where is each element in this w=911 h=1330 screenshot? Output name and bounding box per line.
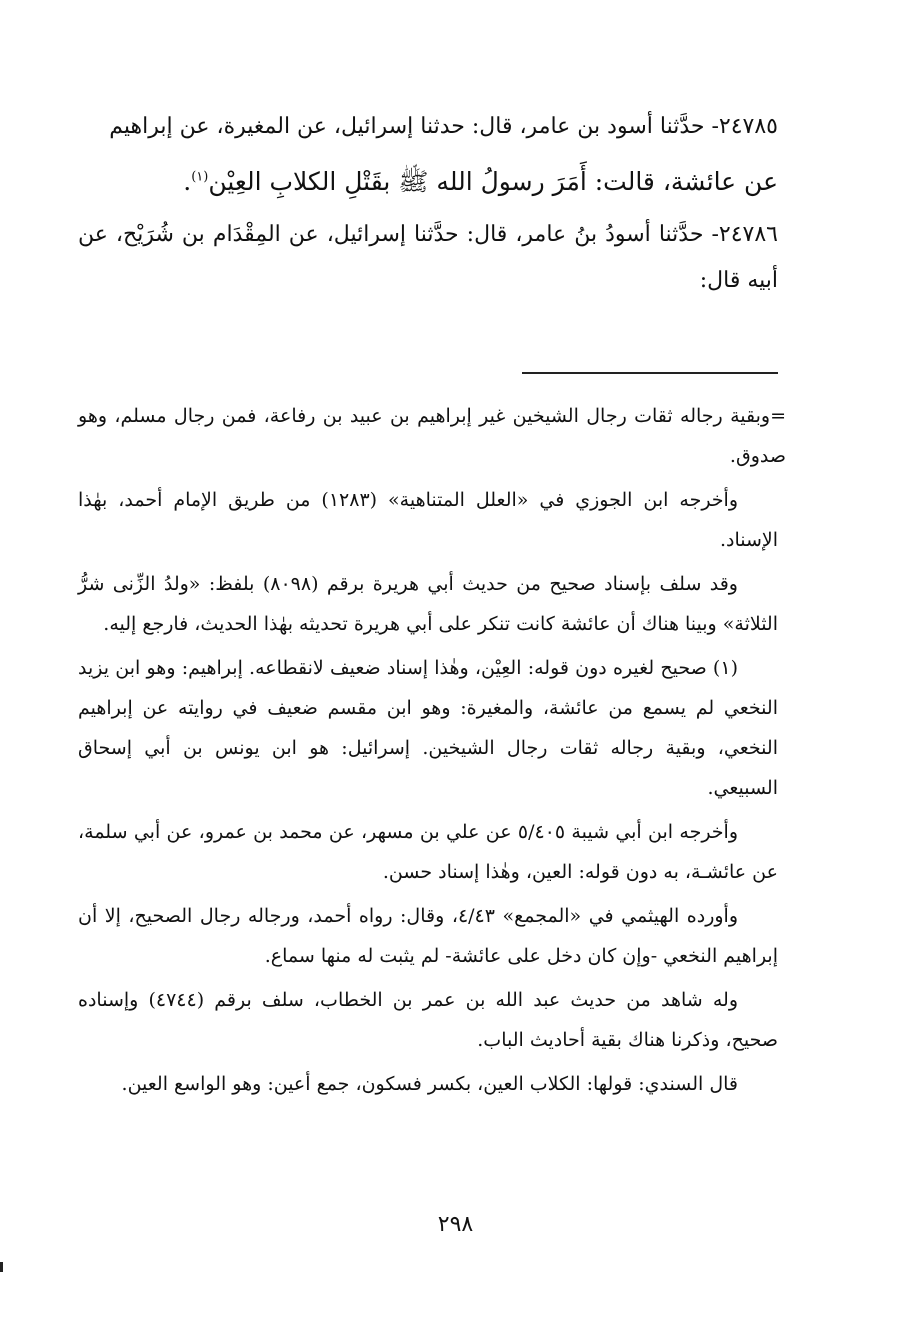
footnote-paragraph: قال السندي: قولها: الكلاب العين، بكسر فسكون، جمع أعين: وهو الواسع العين. [121, 1073, 738, 1095]
footnote-paragraph: وأورده الهيثمي في «المجمع» ٤/٤٣، وقال: رواه أحمد، ورجاله رجال الصحيح، إلا أن إبراهيم النخعي -وإن كان دخل على عائشة- لم يثبت له منها سماع. [78, 905, 778, 967]
footnote-paragraph: وله شاهد من حديث عبد الله بن عمر بن الخطاب، سلف برقم (٤٧٤٤) وإسناده صحيح، وذكرنا هناك بقية أحاديث الباب. [78, 989, 778, 1051]
footnote-paragraph: وأخرجه ابن الجوزي في «العلل المتناهية» (١٢٨٣) من طريق الإمام أحمد، بهٰذا الإسناد. [78, 489, 778, 551]
hadith-24785-isnad: ٢٤٧٨٥- حدَّثنا أسود بن عامر، قال: حدثنا إسرائيل، عن المغيرة، عن إبراهيم [109, 114, 778, 139]
hadith-24785-matn [78, 156, 778, 208]
page-number: ٢٩٨ [437, 1212, 474, 1237]
hadith-24785-end: . [183, 167, 192, 196]
main-text [78, 104, 778, 304]
footnote-continuation: =وبقية رجاله ثقات رجال الشيخين غير إبراهيم بن عبيد بن رفاعة، فمن رجال مسلم، وهو صدوق. [78, 405, 786, 467]
footnote-1: (١) صحيح لغيره دون قوله: العِيْن، وهٰذا إسناد ضعيف لانقطاعه. إبراهيم: وهو ابن يزيد النخعي لم يسمع من عائشة، والمغيرة: وهو ابن مقسم ضعيف في روايته عن إبراهيم النخعي، وبقية رجاله ثقات رجال الشيخين. إسرائيل: هو ابن يونس بن أبي إسحاق السبيعي. [78, 657, 778, 799]
footnote-paragraph: وأخرجه ابن أبي شيبة ٥/٤٠٥ عن علي بن مسهر، عن محمد بن عمرو، عن أبي سلمة، عن عائشـة، به دون قوله: العين، وهٰذا إسناد حسن. [78, 821, 778, 883]
hadith-24786-isnad: ٢٤٧٨٦- حدَّثنا أسودُ بنُ عامر، قال: حدَّثنا إسرائيل، عن المِقْدَام بن شُرَيْح، عن أبيه قال: [78, 222, 778, 293]
scan-edge-mark [0, 1262, 3, 1272]
footnote-separator [522, 372, 778, 374]
footnote-paragraph: وقد سلف بإسناد صحيح من حديث أبي هريرة برقم (٨٠٩٨) بلفظ: «ولدُ الزِّنى شرُّ الثلاثة» وبينا هناك أن عائشة كانت تنكر على أبي هريرة تحديثه بهٰذا الحديث، فارجع إليه. [78, 573, 778, 635]
footnote-ref-1: (١) [191, 169, 209, 185]
hadith-24785-matn-text: عن عائشة، قالت: أَمَرَ رسولُ الله ﷺ بقَتْلِ الكلابِ العِيْن [208, 167, 778, 196]
footnotes [78, 396, 786, 1108]
